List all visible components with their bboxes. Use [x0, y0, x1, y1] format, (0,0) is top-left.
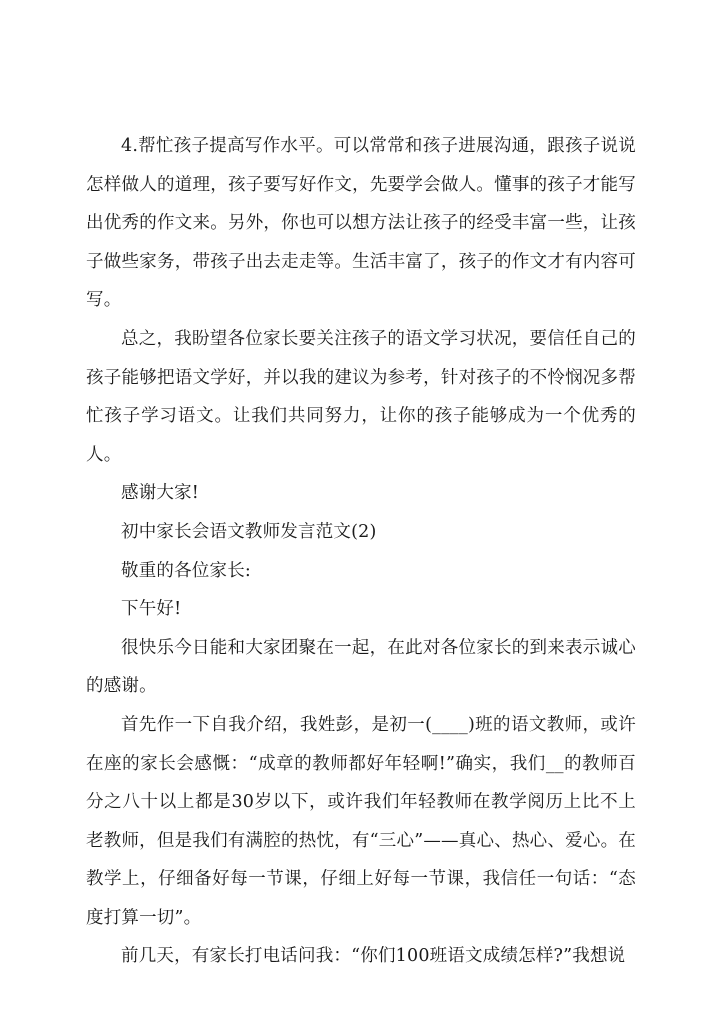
paragraph-introduction: 首先作一下自我介绍，我姓彭，是初一(____)班的语文教师，或许在座的家长会感慨：“成章的教师都好年轻啊!”确实，我们__的教师百分之八十以上都是30岁以下，或许我们年轻教师在教学阅历上比不上老教师，但是我们有满腔的热忱，有“三心”——真心、热心、爱心。在教学上，仔细备好每一节课，仔细上好每一节课，我信任一句话：“态度打算一切”。: [86, 714, 636, 928]
document-body: [86, 127, 636, 976]
salutation: 敬重的各位家长:: [121, 560, 251, 581]
greeting: 下午好!: [121, 599, 182, 620]
paragraph-writing-tip: 4.帮忙孩子提高写作水平。可以常常和孩子进展沟通，跟孩子说说怎样做人的道理，孩子要写好作文，先要学会做人。懂事的孩子才能写出优秀的作文来。另外，你也可以想方法让孩子的经受丰富一些，让孩子做些家务，带孩子出去走走等。生活丰富了，孩子的作文才有内容可写。: [86, 136, 636, 311]
paragraph-phone-call: 前几天，有家长打电话问我：“你们100班语文成绩怎样?”我想说: [121, 946, 626, 967]
paragraph-thanks: 感谢大家!: [121, 483, 200, 504]
section-title: 初中家长会语文教师发言范文(2): [121, 521, 377, 542]
paragraph-welcome: 很快乐今日能和大家团聚在一起，在此对各位家长的到来表示诚心的感谢。: [86, 637, 636, 697]
paragraph-conclusion: 总之，我盼望各位家长要关注孩子的语文学习状况，要信任自己的孩子能够把语文学好，并以我的建议为参考，针对孩子的不怜悯况多帮忙孩子学习语文。让我们共同努力，让你的孩子能够成为一个优秀的人。: [86, 328, 636, 465]
